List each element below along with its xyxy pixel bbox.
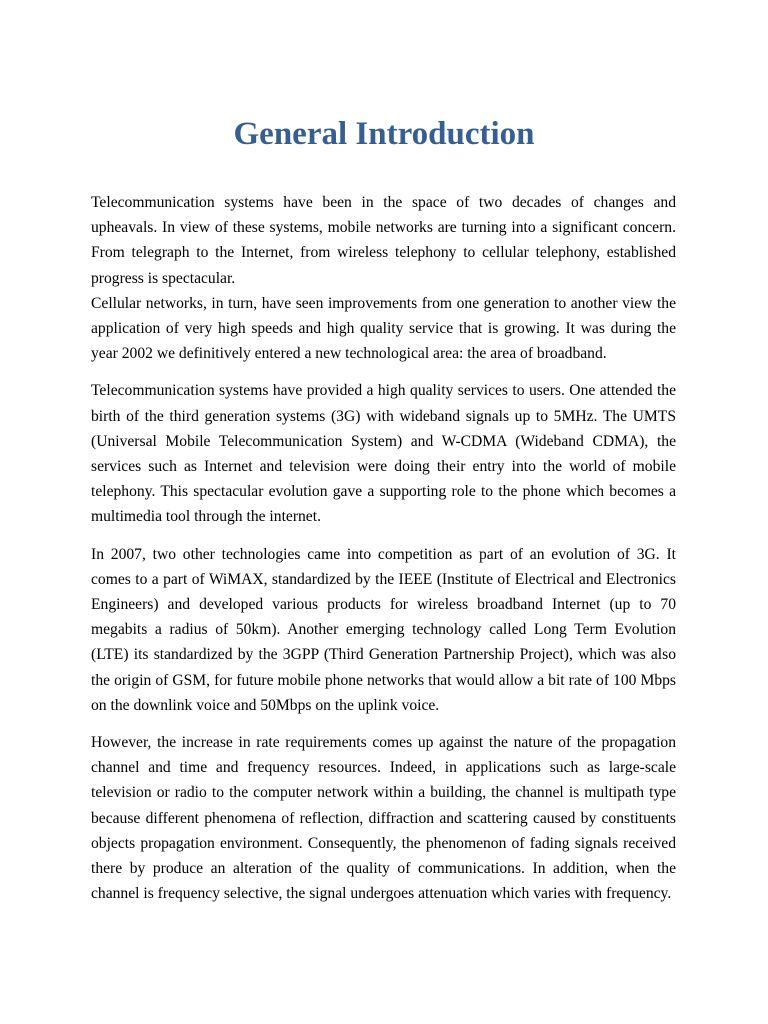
document-body xyxy=(91,190,676,906)
page-title: General Introduction xyxy=(233,116,535,152)
paragraph-4: In 2007, two other technologies came into competition as part of an evolution of 3G. It comes to a part of WiMAX, standardized by the IEEE (Institute of Electrical and Electronics Engineers) and developed various products for wireless broadband Internet (up to 70 megabits a radius of 50km). Another emerging technology called Long Term Evolution (LTE) its standardized by the 3GPP (Third Generation Partnership Project), which was also the origin of GSM, for future mobile phone networks that would allow a bit rate of 100 Mbps on the downlink voice and 50Mbps on the uplink voice. xyxy=(91,545,676,714)
paragraph-5: However, the increase in rate requirements comes up against the nature of the propagation channel and time and frequency resources. Indeed, in applications such as large-scale television or radio to the computer network within a building, the channel is multipath type because different phenomena of reflection, diffraction and scattering caused by constituents objects propagation environment. Consequently, the phenomenon of fading signals received there by produce an alteration of the quality of communications. In addition, when the channel is frequency selective, the signal undergoes attenuation which varies with frequency. xyxy=(91,734,676,903)
paragraph-2: Cellular networks, in turn, have seen improvements from one generation to another view the application of very high speeds and high quality service that is growing. It was during the year 2002 we definitively entered a new technological area: the area of broadband. xyxy=(91,294,676,363)
paragraph-1: Telecommunication systems have been in the space of two decades of changes and upheavals. In view of these systems, mobile networks are turning into a significant concern. From telegraph to the Internet, from wireless telephony to cellular telephony, established progress is spectacular. xyxy=(91,194,676,287)
paragraph-3: Telecommunication systems have provided a high quality services to users. One attended the birth of the third generation systems (3G) with wideband signals up to 5MHz. The UMTS (Universal Mobile Telecommunication System) and W-CDMA (Wideband CDMA), the services such as Internet and television were doing their entry into the world of mobile telephony. This spectacular evolution gave a supporting role to the phone which becomes a multimedia tool through the internet. xyxy=(91,382,676,526)
